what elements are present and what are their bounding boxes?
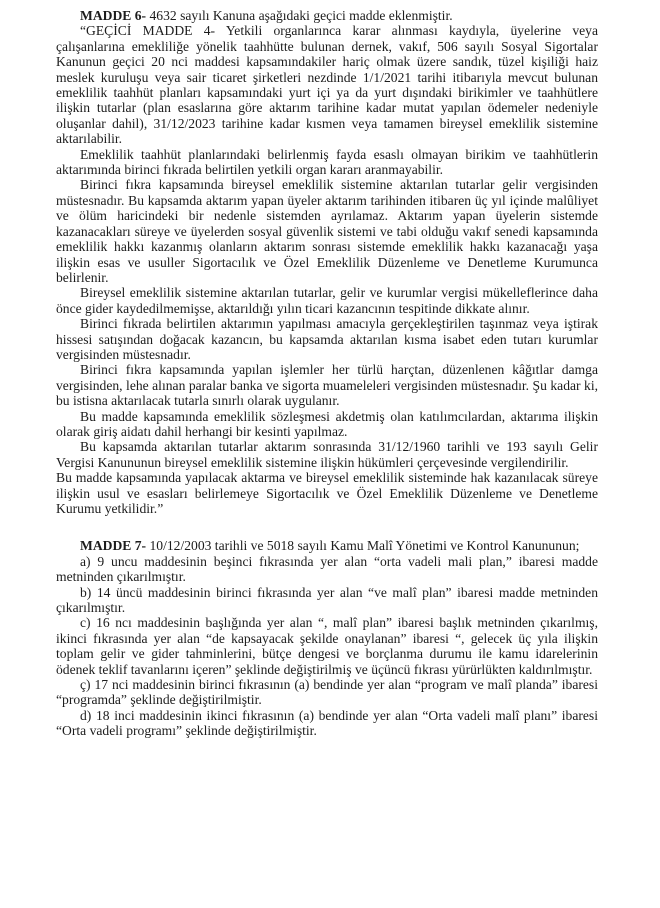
madde7-item-a: a) 9 uncu maddesinin beşinci fıkrasında yer alan “orta vadeli mali plan,” ibaresi madde metninden çıkarılmıştır. <box>56 553 598 585</box>
madde7-item-cc: ç) 17 nci maddesinin birinci fıkrasının (a) bendinde yer alan “program ve malî planda” ibaresi “programda” şeklinde değiştirilmiştir. <box>56 677 598 708</box>
madde6-paragraph-3: Birinci fıkra kapsamında bireysel emeklilik sistemine aktarılan tutarlar gelir vergisinden müstesnadır. Bu kapsamda aktarım yapan üyeler aktarım tarihinden itibaren üç yıl içinde malûliyet ve ölüm haricindeki bir nedenle sistemden ayrılamaz. Aktarım yapan üyelerin sistemde kazanacakları süreye ve üyelerden sosyal güvenlik sistemi ve tabi olduğu vakıf senedi kapsamında emeklilik hakkı kazanmış olanların aktarım sonrası sistemde emeklilik hakkı kazanacağı yaşa ilişkin esas ve usuller Sigortacılık ve Özel Emeklilik Düzenleme ve Denetleme Kurumunca belirlenir. <box>56 177 598 285</box>
madde7-item-b: b) 14 üncü maddesinin birinci fıkrasında yer alan “ve malî plan” ibaresi madde metninden çıkarılmıştır. <box>56 584 598 616</box>
madde7-intro <box>56 538 598 553</box>
madde7-intro-text: 10/12/2003 tarihli ve 5018 sayılı Kamu Malî Yönetimi ve Kontrol Kanununun; <box>149 538 580 554</box>
madde6-intro <box>56 8 598 23</box>
madde6-paragraph-7: Bu madde kapsamında emeklilik sözleşmesi akdetmiş olan katılımcılardan, aktarıma ilişkin olarak giriş aidatı dahil herhangi bir kesinti yapılmaz. <box>56 408 598 439</box>
madde6-paragraph-9: Bu madde kapsamında yapılacak aktarma ve bireysel emeklilik sisteminde hak kazanılacak süreye ilişkin usul ve esasları belirlemeye Sigortacılık ve Özel Emeklilik Düzenleme ve Denetleme Kurumu yetkilidir.” <box>56 470 598 516</box>
madde7-item-d: d) 18 inci maddesinin ikinci fıkrasının (a) bendinde yer alan “Orta vadeli malî planı” ibaresi “Orta vadeli programı” şeklinde değiştirilmiştir. <box>56 707 598 739</box>
madde6-paragraph-6: Birinci fıkra kapsamında yapılan işlemler her türlü harçtan, düzenlenen kâğıtlar damga vergisinden, lehe alınan paralar banka ve sigorta muameleleri vergisinden müstesnadır. Şu kadar ki, bu istisna aktarılacak tutarla sınırlı olarak uygulanır. <box>56 362 598 409</box>
madde6-intro-text: 4632 sayılı Kanuna aşağıdaki geçici madde eklenmiştir. <box>149 8 453 23</box>
madde6-paragraph-2: Emeklilik taahhüt planlarındaki belirlenmiş fayda esaslı olmayan birikim ve taahhütlerin aktarımında birinci fıkrada belirtilen yetkili organ kararı aranmayabilir. <box>56 146 598 178</box>
madde6-paragraph-8: Bu kapsamda aktarılan tutarlar aktarım sonrasında 31/12/1960 tarihli ve 193 sayılı Gelir Vergisi Kanununun bireysel emeklilik sistemine ilişkin hükümleri çerçevesinde vergilendirilir. <box>56 439 598 470</box>
madde7-item-c: c) 16 ncı maddesinin başlığında yer alan “, malî plan” ibaresi başlık metninden çıkarılmış, ikinci fıkrasında yer alan “de kapsayacak şekilde onaylanan” ibaresi “, gelecek üç yıla ilişkin toplam gelir ve gider tahminlerini, bütçe dengesi ve borçlanma durumu ile kamu idarelerinin ödenek teklif tavanlarını içeren” şeklinde değiştirilmiş ve üçüncü fıkrası yürürlükten kaldırılmıştır. <box>56 615 598 677</box>
madde6-paragraph-1: “GEÇİCİ MADDE 4- Yetkili organlarınca karar alınması kaydıyla, üyelerine veya çalışanlarına emekliliğe yönelik taahhütte bulunan dernek, vakıf, 506 sayılı Sosyal Sigortalar Kanunun geçici 20 nci maddesi kapsamındakiler hariç olmak üzere sandık, tüzel kişiliği haiz meslek kuruluşu veya sair ticaret şirketleri nezdinde 1/1/2021 tarihi itibarıyla mevcut bulunan emeklilik taahhüt planları kapsamındaki yurt içi ya da yurt dışındaki birikimler ve taahhütlere ilişkin tutarlar (plan esaslarına göre aktarım tarihine kadar mutat yapılan ödemeler nedeniyle oluşanlar dahil), 31/12/2023 tarihine kadar kısmen veya tamamen bireysel emeklilik sistemine aktarılabilir. <box>56 23 598 147</box>
madde6-heading: MADDE 6- <box>80 8 147 23</box>
madde7-heading: MADDE 7- <box>80 538 147 554</box>
section-gap <box>56 516 598 538</box>
madde6-paragraph-5: Birinci fıkrada belirtilen aktarımın yapılması amacıyla gerçekleştirilen taşınmaz veya iştirak hissesi satışından doğacak kazancın, bu kapsamda aktarılan kısma isabet eden tutarı kurumlar vergisinden müstesnadır. <box>56 316 598 362</box>
madde6-paragraph-4: Bireysel emeklilik sistemine aktarılan tutarlar, gelir ve kurumlar vergisi mükelleflerince daha önce gider kaydedilmemişse, aktarıldığı yılın ticari kazancının tespitinde dikkate alınır. <box>56 285 598 316</box>
